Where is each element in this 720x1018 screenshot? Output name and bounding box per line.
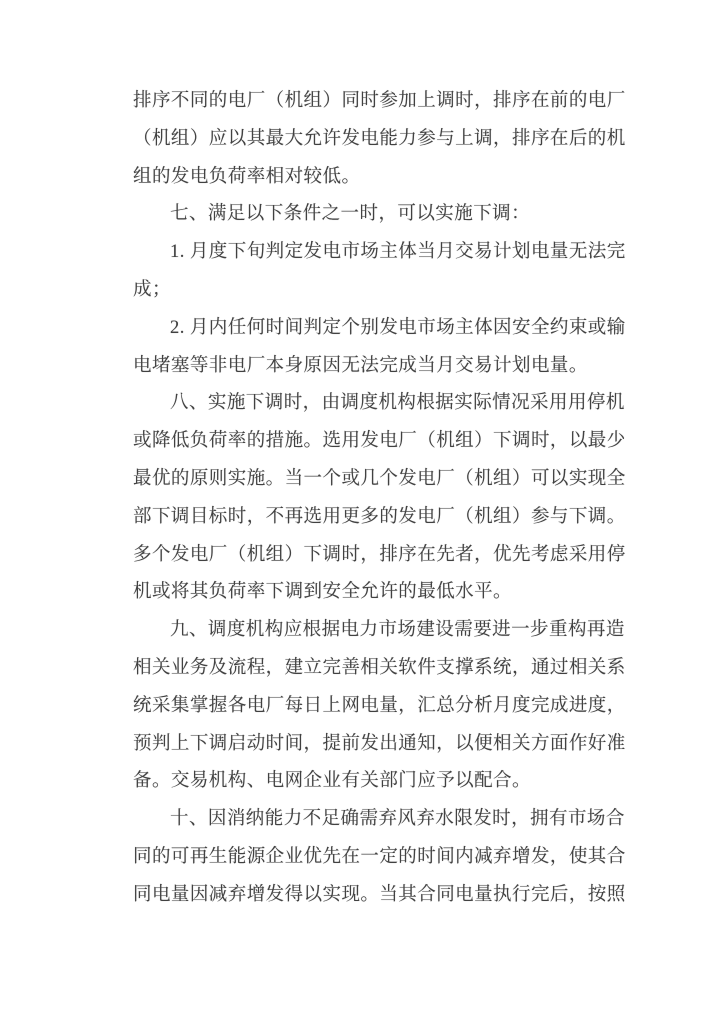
document-text-block <box>133 83 626 915</box>
text-line: 统采集掌握各电厂每日上网电量，汇总分析月度完成进度， <box>133 695 626 716</box>
text-line: 同电量因减弃增发得以实现。当其合同电量执行完后，按照 <box>133 884 626 905</box>
text-line: 最优的原则实施。当一个或几个发电厂（机组）可以实现全 <box>133 468 626 489</box>
text-line: 或降低负荷率的措施。选用发电厂（机组）下调时，以最少 <box>133 431 626 452</box>
text-line: 电堵塞等非电厂本身原因无法完成当月交易计划电量。 <box>133 355 588 376</box>
text-line: 成； <box>133 279 171 300</box>
text-line: 备。交易机构、电网企业有关部门应予以配合。 <box>133 771 531 792</box>
text-line: 同的可再生能源企业优先在一定的时间内减弃增发，使其合 <box>133 846 626 867</box>
text-line: 机或将其负荷率下调到安全允许的最低水平。 <box>133 582 513 603</box>
text-line: 九、调度机构应根据电力市场建设需要进一步重构再造 <box>170 620 625 641</box>
text-line: （机组）应以其最大允许发电能力参与上调，排序在后的机 <box>133 128 626 149</box>
text-line: 部下调目标时，不再选用更多的发电厂（机组）参与下调。 <box>133 506 626 527</box>
text-line: 八、实施下调时，由调度机构根据实际情况采用用停机 <box>170 393 625 414</box>
text-line: 多个发电厂（机组）下调时，排序在先者，优先考虑采用停 <box>133 544 626 565</box>
text-line: 预判上下调启动时间，提前发出通知，以便相关方面作好准 <box>133 733 626 754</box>
text-line: 组的发电负荷率相对较低。 <box>133 166 361 187</box>
text-line: 1. 月度下旬判定发电市场主体当月交易计划电量无法完 <box>170 242 626 263</box>
text-line: 七、满足以下条件之一时，可以实施下调： <box>170 204 531 225</box>
text-line: 排序不同的电厂（机组）同时参加上调时，排序在前的电厂 <box>133 91 626 111</box>
text-line: 十、因消纳能力不足确需弃风弃水限发时，拥有市场合 <box>170 809 625 830</box>
text-line: 2. 月内任何时间判定个别发电市场主体因安全约束或输 <box>170 317 626 338</box>
text-line: 相关业务及流程，建立完善相关软件支撑系统，通过相关系 <box>133 657 626 678</box>
